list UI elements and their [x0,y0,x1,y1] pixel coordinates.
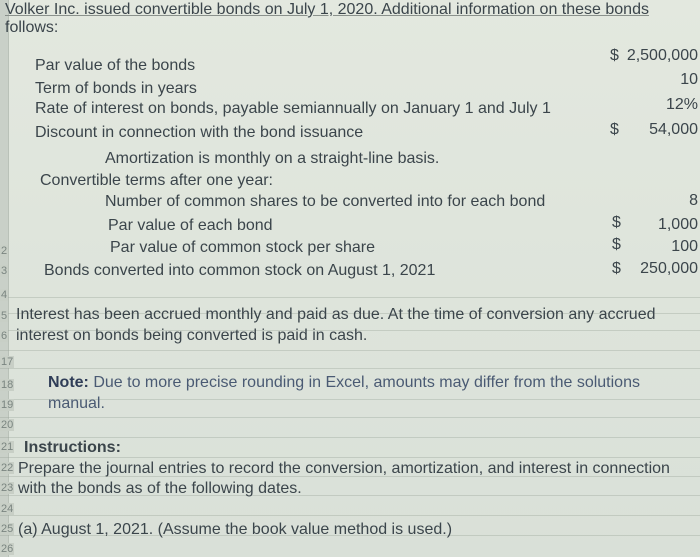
item-sign-par-value: $ [610,47,619,64]
gridline [0,515,700,516]
instructions-heading: Instructions: [24,439,121,456]
convertible-heading: Convertible terms after one year: [40,172,273,189]
row-number: 4 [1,289,8,301]
row-number: 21 [1,441,14,453]
amortization-note: Amortization is monthly on a straight-line basis. [105,150,440,167]
note-line-1 [48,374,640,392]
row-number: 24 [1,503,14,515]
row-number: 3 [1,265,8,277]
gridline [0,417,700,418]
convertible-sign-stock-par: $ [612,236,621,253]
row-number: 18 [1,379,14,391]
instructions-line-1: Prepare the journal entries to record the conversion, amortization, and interest in connection [18,460,670,477]
converted-row-value: 250,000 [640,260,698,277]
row-number: 2 [1,245,8,257]
item-value-term: 10 [680,71,698,88]
convertible-value-bond-par: 1,000 [657,216,698,233]
row-number: 20 [1,419,14,431]
instructions-line-2: with the bonds as of the following dates. [18,480,302,497]
convertible-value-stock-par: 100 [671,238,698,255]
row-number: 17 [1,356,14,368]
item-value-par-value: 2,500,000 [626,47,698,64]
interest-line-1: Interest has been accrued monthly and paid as due. At the time of conversion any accrued [16,306,656,323]
convertible-value-shares: 8 [689,192,698,209]
intro-line-2: follows: [5,19,59,36]
note-label: Note: [48,374,89,391]
row-number: 5 [1,310,8,322]
item-label-par-value: Par value of the bonds [35,57,196,74]
gridline [0,368,700,369]
gridline [0,350,700,351]
convertible-sign-bond-par: $ [612,214,621,231]
row-number: 6 [1,330,8,342]
note-text-1: Due to more precise rounding in Excel, amounts may differ from the solutions [93,374,640,391]
convertible-label-stock-par: Par value of common stock per share [110,239,376,256]
item-label-discount: Discount in connection with the bond issuance [35,124,364,141]
row-number: 19 [1,399,14,411]
instructions-item-a: (a) August 1, 2021. (Assume the book value method is used.) [18,521,453,538]
intro-line-1: Volker Inc. issued convertible bonds on July 1, 2020. Additional information on these bonds [5,1,649,18]
gridline [0,399,700,400]
row-number: 25 [1,523,14,535]
interest-line-2: interest on bonds being converted is paid in cash. [16,327,368,344]
convertible-label-shares: Number of common shares to be converted into for each bond [105,193,546,210]
note-line-2: manual. [48,395,105,412]
gridline [0,437,700,438]
item-label-term: Term of bonds in years [35,80,197,97]
converted-row-sign: $ [612,260,621,277]
converted-row-label: Bonds converted into common stock on August 1, 2021 [44,262,436,279]
item-sign-discount: $ [610,121,619,138]
row-number: 26 [1,543,14,555]
item-value-discount: 54,000 [649,121,698,138]
item-label-rate: Rate of interest on bonds, payable semiannually on January 1 and July 1 [35,100,551,117]
item-value-rate: 12% [665,96,698,113]
row-number: 22 [1,462,14,474]
gridline [0,297,700,298]
row-number: 23 [1,482,14,494]
convertible-label-bond-par: Par value of each bond [108,217,273,234]
gridline [0,457,700,458]
